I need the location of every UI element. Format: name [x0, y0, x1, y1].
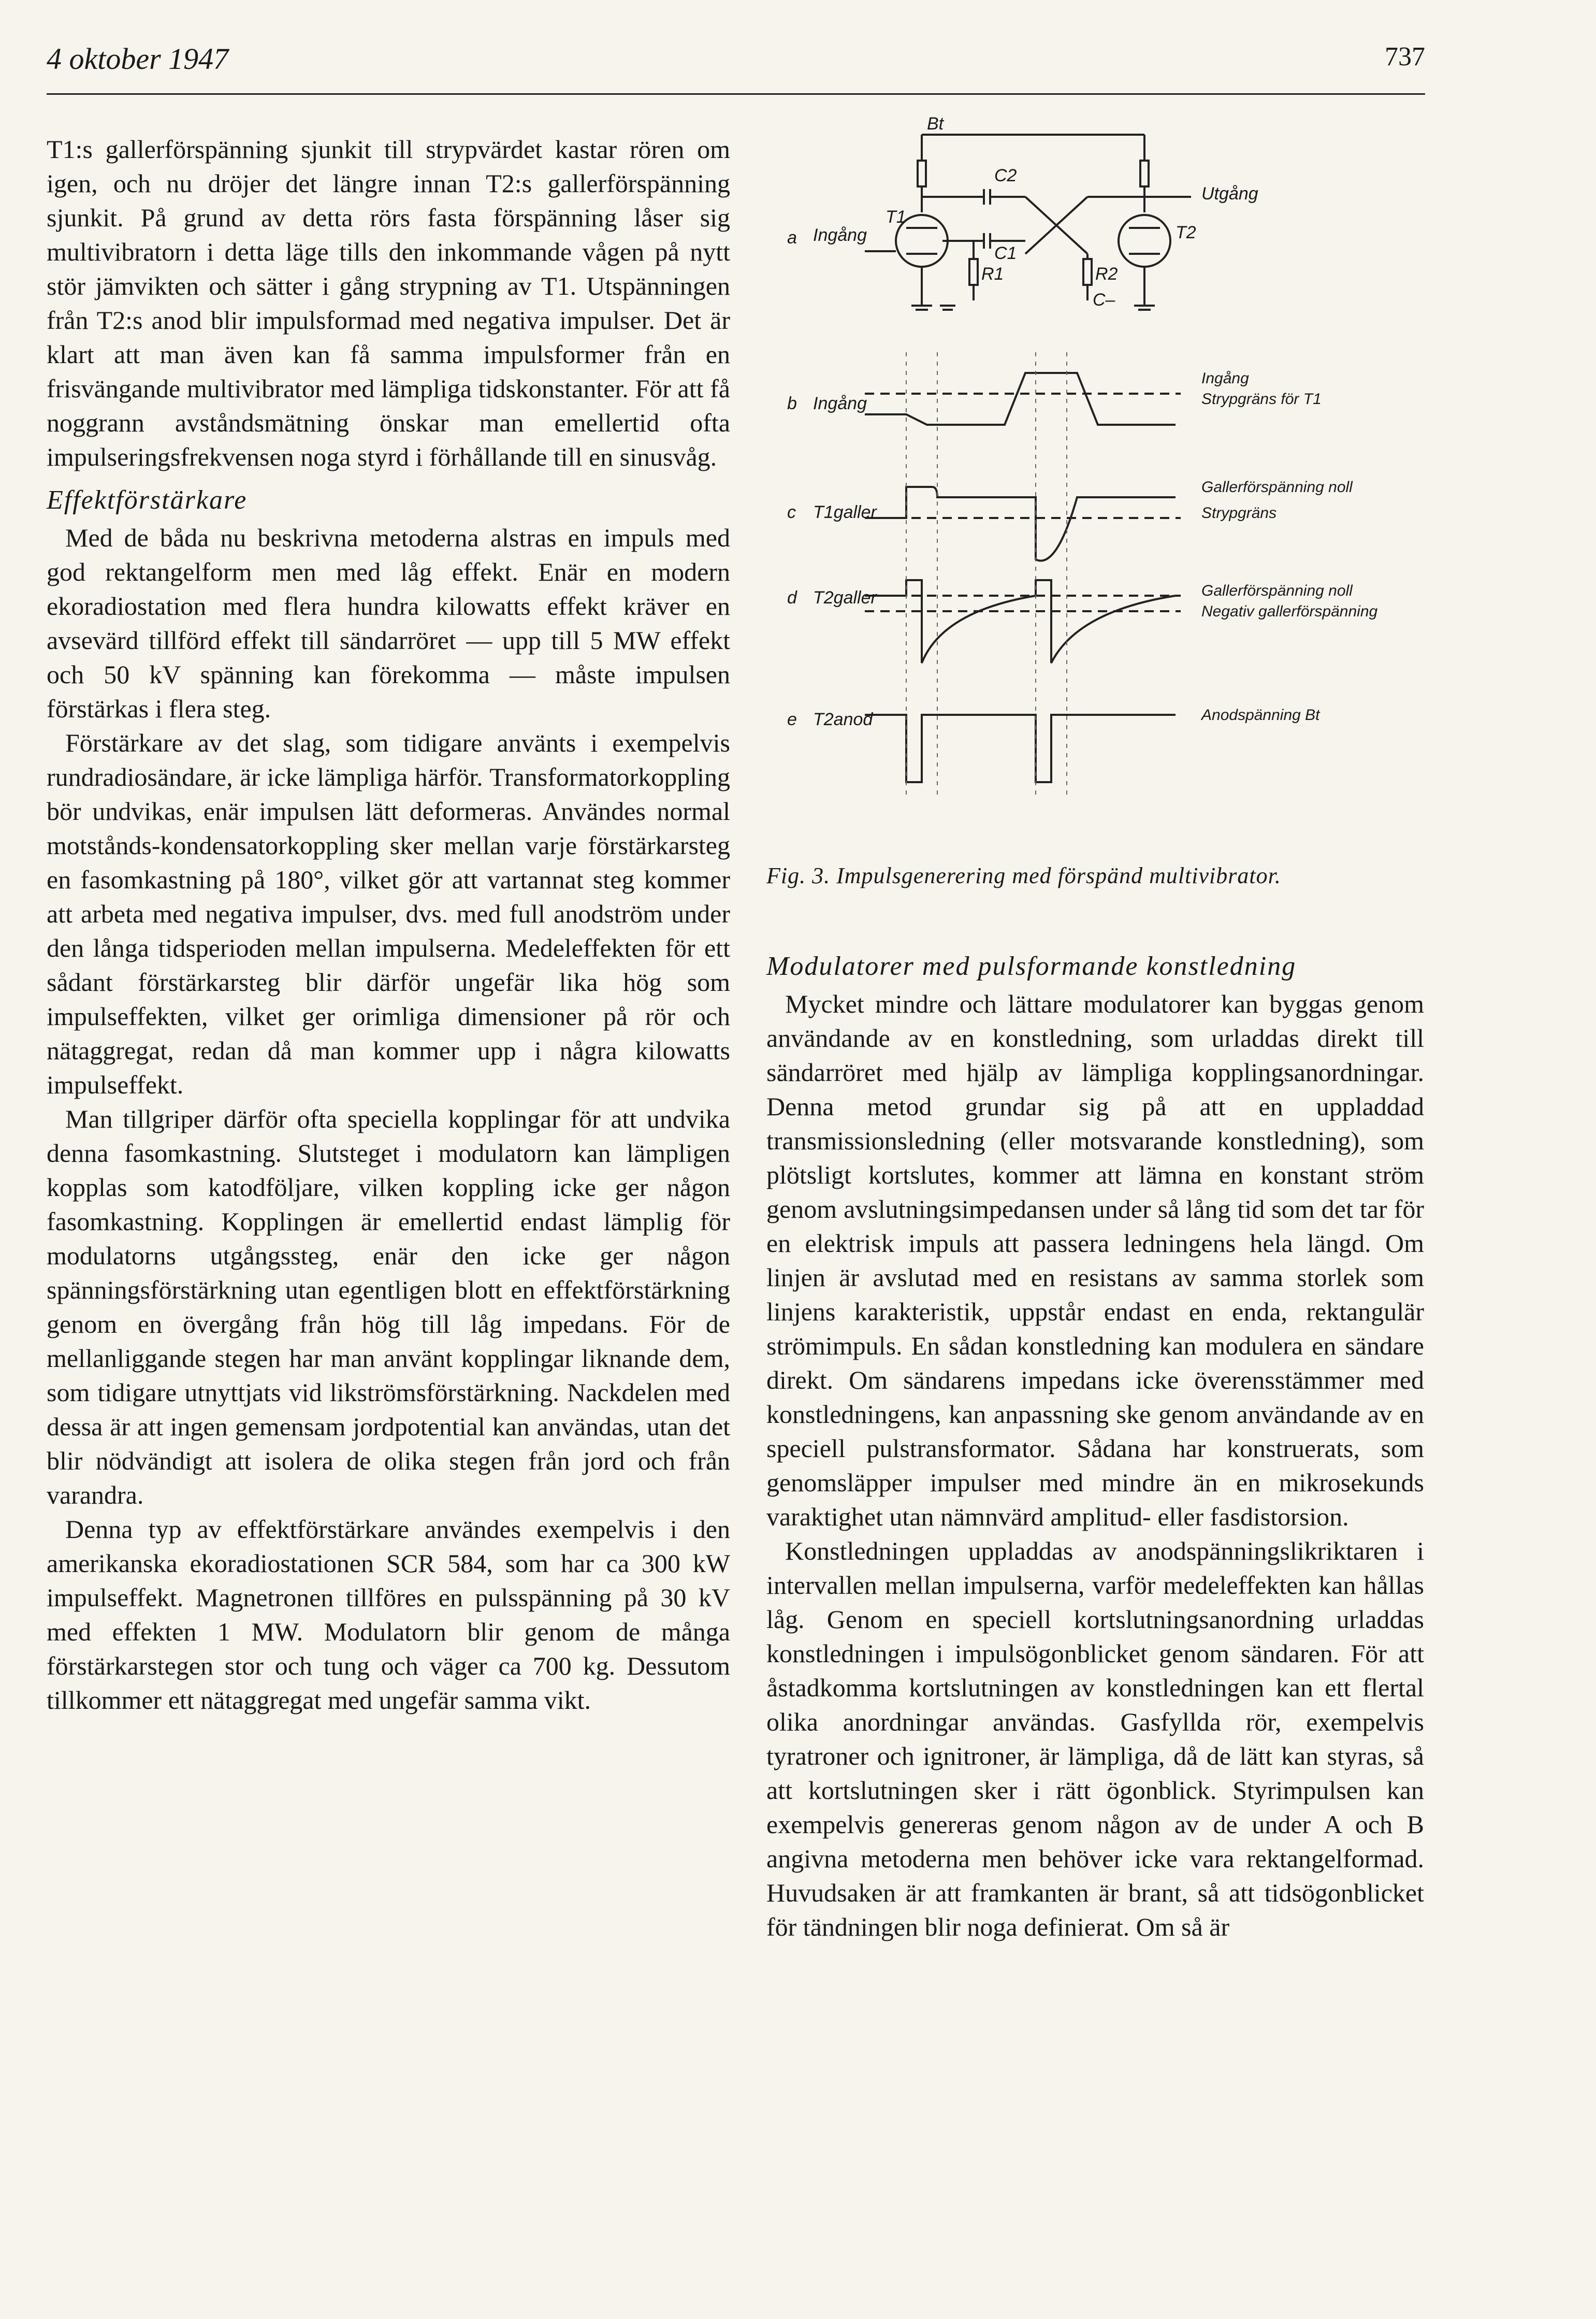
paragraph: T1:s gallerförspänning sjunkit till strypvärdet kastar rören om igen, och nu dröjer det längre innan T2:s gallerförspänning sjunkit. På grund av detta rörs fasta förspänning låser sig multivibratorn i detta läge tills den inkommande vågen på nytt stör jämvikten och sätter i gång strypning av T1. Utspänningen från T2:s anod blir impulsformad med negativa impulser. Det är klart att man även kan få samma impulsformer från en frisvängande multivibrator med lämpliga tidskonstanter. För att få noggrann avståndsmätning önskar man emellertid ofta impulseringsfrekvensen noga styrd i förhållande till en sinusvåg.: [47, 135, 730, 471]
label-r1: R1: [981, 264, 1004, 284]
figure-caption: Fig. 3. Impulsgenerering med förspänd multivibrator.: [766, 863, 1281, 888]
figure-multivibrator: [766, 104, 1440, 912]
section-heading: Effektförstärkare: [47, 485, 248, 515]
row-label-a: a: [787, 228, 797, 248]
waveform-b: [865, 373, 1181, 425]
label-t2: T2: [1176, 223, 1196, 242]
right-label-e-anod: Anodspänning Bt: [1201, 707, 1320, 724]
row-label-e: e: [787, 710, 797, 729]
right-label-c-noll: Gallerförspänning noll: [1201, 479, 1353, 496]
waveform-d: [865, 580, 1181, 663]
paragraph: Med de båda nu beskrivna metoderna alstras en impuls med god rektangelform men med låg effekt. Enär en modern ekoradiostation med flera hundra kilowatts effekt kräver en avsevärd tillförd effekt till sändarröret — upp till 5 MW effekt och 50 kV spänning kan förekomma — måste impulsen förstärkas i flera steg.: [47, 523, 730, 723]
label-ingang-a: Ingång: [813, 225, 867, 245]
paragraph: Konstledningen uppladdas av anodspänningslikriktaren i intervallen mellan impulserna, varför medeleffekten kan hållas låg. Genom en speciell kortslutningsanordning urladdas konstledningen i impulsögonblicket genom sändaren. För att åstadkomma kortslutningen av konstledningen kan ett flertal olika anordningar användas. Gasfyllda rör, exempelvis tyratroner och ignitroner, är lämpliga, då de lätt kan styras, så att kortslutningen sker i rätt ögonblick. Styrimpulsen kan exempelvis genereras genom någon av de under A och B angivna metoderna men behöver icke vara rektangelformad. Huvudsaken är att framkanten är brant, så att tidsögonblicket för tändningen blir noga definierat. Om så är: [766, 1536, 1424, 1941]
left-column: [47, 132, 730, 1717]
right-label-ingang: Ingång: [1201, 370, 1249, 387]
label-c1: C1: [994, 243, 1017, 263]
label-t1galler: T1galler: [813, 502, 877, 522]
section-heading: Modulatorer med pulsformande konstledning: [766, 952, 1297, 981]
label-c2: C2: [994, 166, 1017, 185]
paragraph: Mycket mindre och lättare modulatorer kan byggas genom användande av en konstledning, som urladdas direkt till sändarröret med hjälp av lämpliga kopplingsanordningar. Denna metod grundar sig på att en uppladdad transmissionsledning (eller motsvarande konstledning), som plötsligt kortslutes, kommer att lämna en konstant ström genom avslutningsimpedansen under så lång tid som det tar för en elektrisk impuls att passera ledningens hela längd. Om linjen är avslutad med en resistans av samma storlek som linjens karakteristik, uppstår endast en enda, rektangulär strömimpuls. En sådan konstledning kan modulera en sändare direkt. Om sändarens impedans icke överensstämmer med konstledningens, kan anpassning ske genom användande av en speciell pulstransformator. Sådana har konstruerats, som genomsläpper impulser med mindre än en mikrosekunds varaktighet utan nämnvärd amplitud- eller fasdistorsion.: [766, 989, 1424, 1531]
paragraph: Denna typ av effektförstärkare användes exempelvis i den amerikanska ekoradiostationen SCR 584, som har ca 300 kW impulseffekt. Magnetronen tillföres en pulsspänning på 30 kV med effekten 1 MW. Modulatorn blir genom de många förstärkarstegen stor och tung och väger ca 700 kg. Dessutom tillkommer ett nätaggregat med ungefär samma vikt.: [47, 1515, 730, 1715]
label-c-minus: C–: [1093, 290, 1115, 310]
row-label-c: c: [787, 502, 796, 522]
label-r2: R2: [1095, 264, 1118, 284]
label-t2anod: T2anod: [813, 710, 873, 729]
circuit-schematic: [865, 135, 1191, 310]
waveform-c: [865, 487, 1181, 561]
header-date: 4 oktober 1947: [47, 42, 229, 76]
right-label-strypgrans-t1: Strypgräns för T1: [1201, 391, 1322, 408]
label-bt: Bt: [927, 114, 944, 134]
label-t1: T1: [886, 207, 906, 227]
paragraph: Man tillgriper därför ofta speciella kopplingar för att undvika denna fasomkastning. Slutsteget i modulatorn kan lämpligen kopplas som katodföljare, vilken koppling icke ger någon fasomkastning. Kopplingen är emellertid endast lämplig för modulatorns utgångssteg, enär den icke ger någon spänningsförstärkning utan egentligen blott en effektförstärkning genom en övergång från hög till låg impedans. För de mellanliggande stegen har man använt kopplingar liknande dem, som tidigare utnyttjats vid likströmsförstärkning. Nackdelen med dessa är att ingen gemensam jordpotential kan användas, utan det blir nödvändigt att isolera de olika stegen från jord och från varandra.: [47, 1104, 730, 1509]
page-number: 737: [1385, 42, 1425, 71]
label-ingang-b: Ingång: [813, 394, 867, 413]
row-label-b: b: [787, 394, 797, 413]
label-t2galler: T2galler: [813, 588, 877, 608]
right-label-c-stryp: Strypgräns: [1201, 505, 1277, 522]
time-markers: [906, 352, 1067, 798]
right-label-d-neg: Negativ gallerförspänning: [1201, 603, 1378, 620]
right-column: [766, 940, 1424, 1944]
label-utgang: Utgång: [1201, 184, 1258, 204]
waveform-e: [865, 715, 1176, 782]
row-label-d: d: [787, 588, 797, 608]
page-header: [47, 36, 1425, 95]
paragraph: Förstärkare av det slag, som tidigare använts i exempelvis rundradiosändare, är icke lämpliga härför. Transformatorkoppling bör undvikas, enär impulsen lätt deformeras. Användes normal motstånds-kondensatorkoppling sker mellan varje förstärkarsteg en fasomkastning på 180°, vilket gör att vartannat steg kommer att arbeta med negativa impulser, dvs. med full anodström under den långa tidsperioden mellan impulserna. Medeleffekten för ett sådant förstärkarsteg blir därför ungefär lika hög som impulseffekten, vilket ger orimliga dimensioner på rör och nätaggregat, redan då man kommer upp i några kilowatts impulseffekt.: [47, 728, 730, 1099]
figure-diagram: [766, 104, 1440, 860]
right-label-d-noll: Gallerförspänning noll: [1201, 582, 1353, 599]
